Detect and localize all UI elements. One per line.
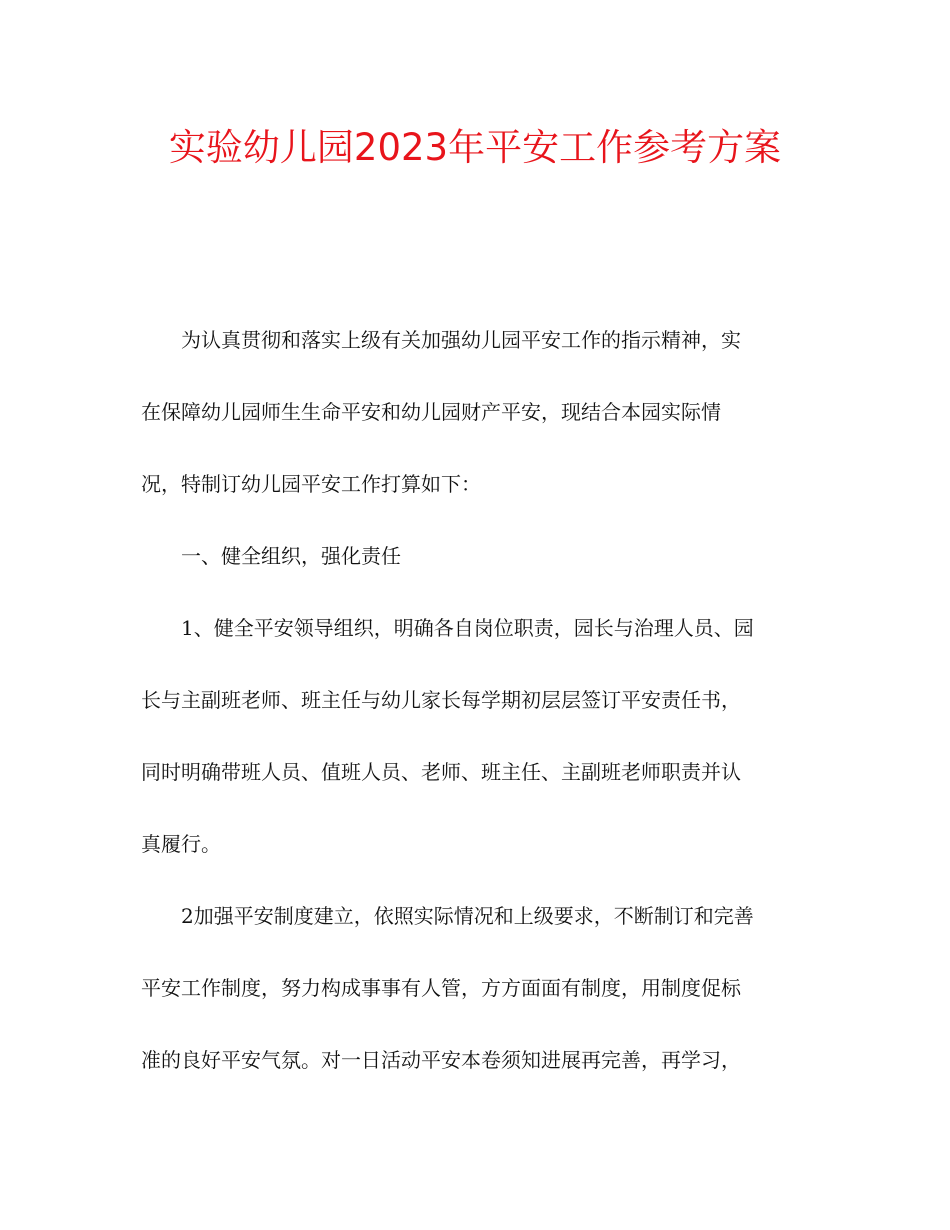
paragraph-line: 1、健全平安领导组织，明确各自岗位职责，园长与治理人员、园	[181, 616, 754, 640]
paragraph-line: 长与主副班老师、班主任与幼儿家长每学期初层层签订平安责任书，	[141, 688, 741, 712]
document-title: 实验幼儿园2023年平安工作参考方案	[168, 126, 782, 169]
document-body	[141, 316, 813, 1108]
paragraph-line: 真履行。	[141, 832, 221, 856]
paragraph-line: 况，特制订幼儿园平安工作打算如下：	[141, 472, 481, 496]
paragraph-line: 平安工作制度，努力构成事事有人管，方方面面有制度，用制度促标	[141, 976, 741, 1000]
paragraph-line: 为认真贯彻和落实上级有关加强幼儿园平安工作的指示精神，实	[181, 328, 741, 352]
section-heading: 一、健全组织，强化责任	[181, 544, 401, 568]
paragraph-line: 在保障幼儿园师生生命平安和幼儿园财产平安，现结合本园实际情	[141, 400, 721, 424]
paragraph-line: 准的良好平安气氛。对一日活动平安本卷须知进展再完善，再学习，	[141, 1048, 741, 1072]
paragraph-line: 2加强平安制度建立，依照实际情况和上级要求，不断制订和完善	[181, 904, 754, 928]
paragraph-line: 同时明确带班人员、值班人员、老师、班主任、主副班老师职责并认	[141, 760, 741, 784]
